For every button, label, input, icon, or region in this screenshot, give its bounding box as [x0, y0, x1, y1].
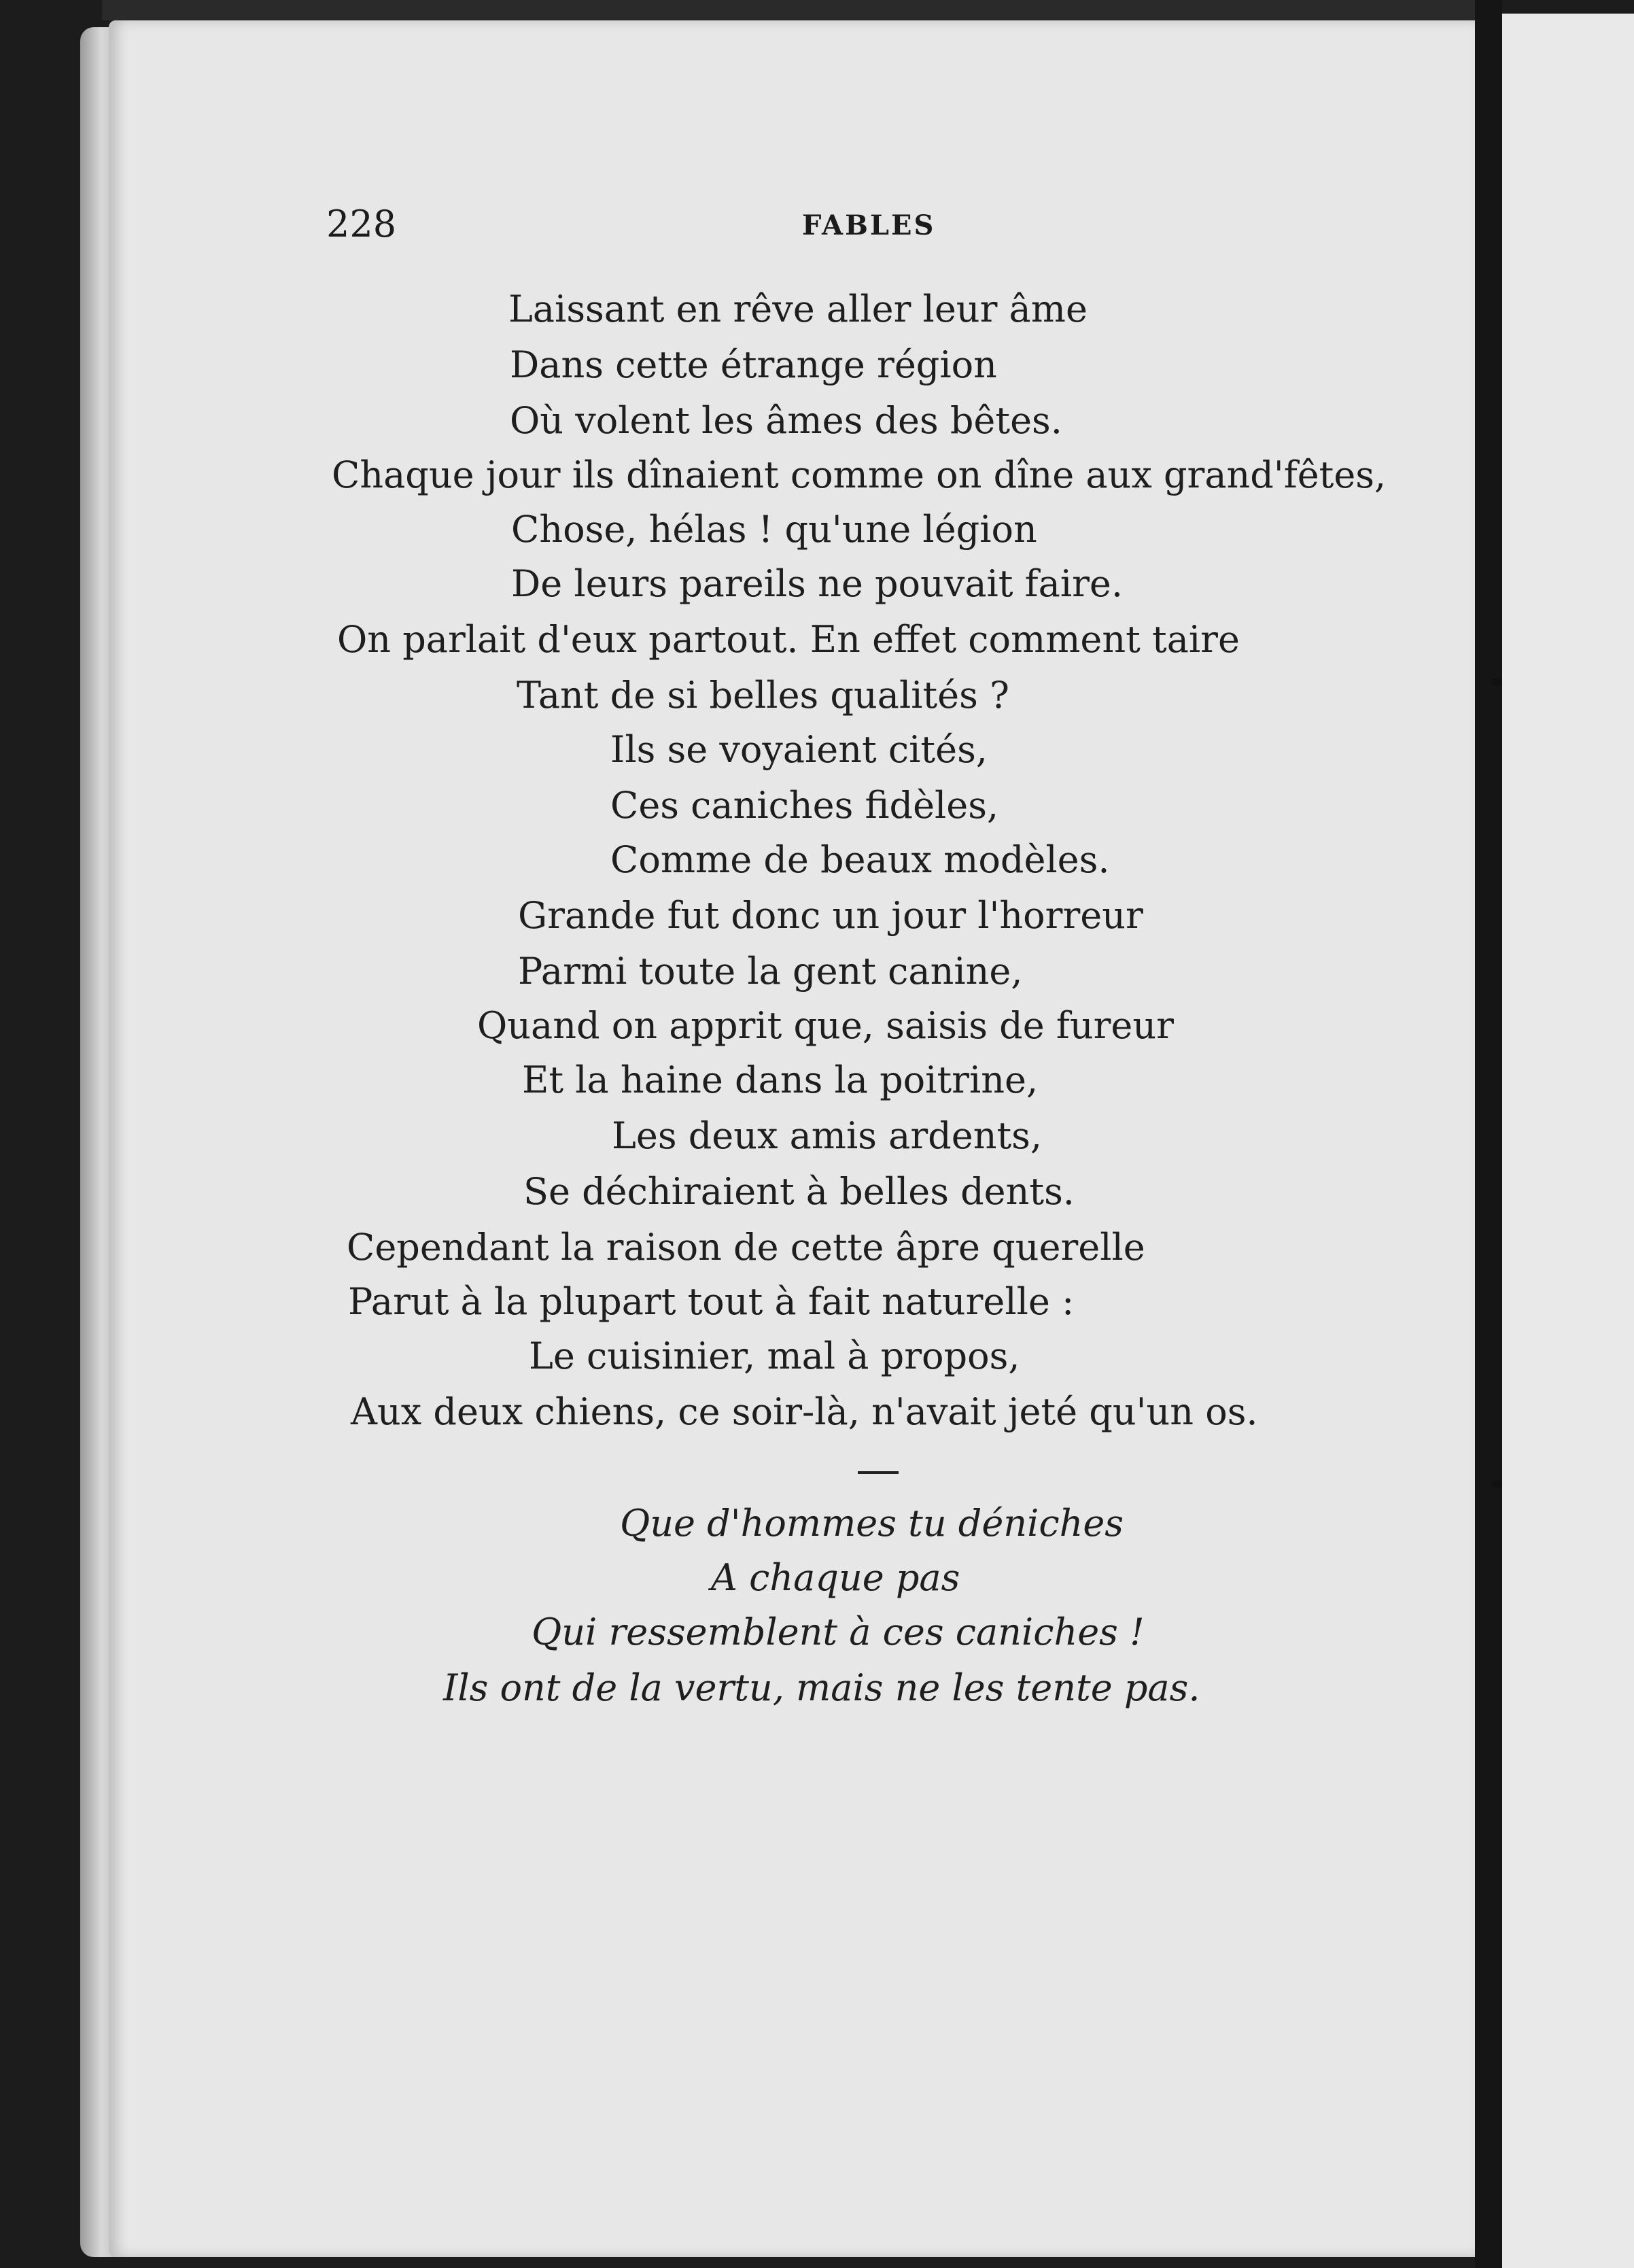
verse-line: Comme de beaux modèles. — [610, 838, 1110, 881]
verse-line: Où volent les âmes des bêtes. — [510, 399, 1062, 442]
verse-line: Laissant en rêve aller leur âme — [508, 288, 1088, 330]
moral-line: Que d'hommes tu déniches — [620, 1502, 1124, 1545]
moral-line: Qui ressemblent à ces caniches ! — [532, 1611, 1145, 1653]
verse-line: Ils se voyaient cités, — [610, 728, 988, 771]
verse-line: De leurs pareils ne pouvait faire. — [511, 562, 1124, 605]
moral-line: Ils ont de la vertu, mais ne les tente pas. — [443, 1666, 1200, 1709]
verse-line: Ces caniches fidèles, — [610, 784, 999, 827]
verse-line: Cependant la raison de cette âpre querelle — [347, 1226, 1145, 1269]
book-gutter — [1475, 0, 1502, 2268]
verse-line: Chaque jour ils dînaient comme on dîne aux grand'fêtes, — [332, 453, 1387, 496]
verse-line: Se déchiraient à belles dents. — [523, 1170, 1075, 1213]
running-title: FABLES — [802, 209, 936, 241]
verse-line: Aux deux chiens, ce soir-là, n'avait jeté qu'un os. — [351, 1390, 1258, 1433]
separator-rule — [858, 1471, 899, 1474]
verse-line: Grande fut donc un jour l'horreur — [518, 894, 1143, 937]
verse-line: Quand on apprit que, saisis de fureur — [477, 1004, 1174, 1047]
verse-line: Dans cette étrange région — [510, 343, 997, 386]
verse-line: Le cuisinier, mal à propos, — [529, 1335, 1020, 1377]
verse-line: Parmi toute la gent canine, — [518, 950, 1023, 993]
next-page-edge — [1502, 14, 1634, 2268]
verse-line: Les deux amis ardents, — [612, 1114, 1043, 1157]
verse-line: On parlait d'eux partout. En effet comment taire — [337, 618, 1240, 661]
verse-line: Et la haine dans la poitrine, — [522, 1059, 1039, 1101]
verse-line: Chose, hélas ! qu'une légion — [511, 508, 1037, 551]
moral-line: A chaque pas — [711, 1556, 960, 1599]
scan-top-border — [102, 0, 1482, 20]
verse-line: Parut à la plupart tout à fait naturelle : — [348, 1280, 1075, 1323]
verse-line: Tant de si belles qualités ? — [517, 674, 1009, 717]
page-number: 228 — [326, 203, 397, 245]
